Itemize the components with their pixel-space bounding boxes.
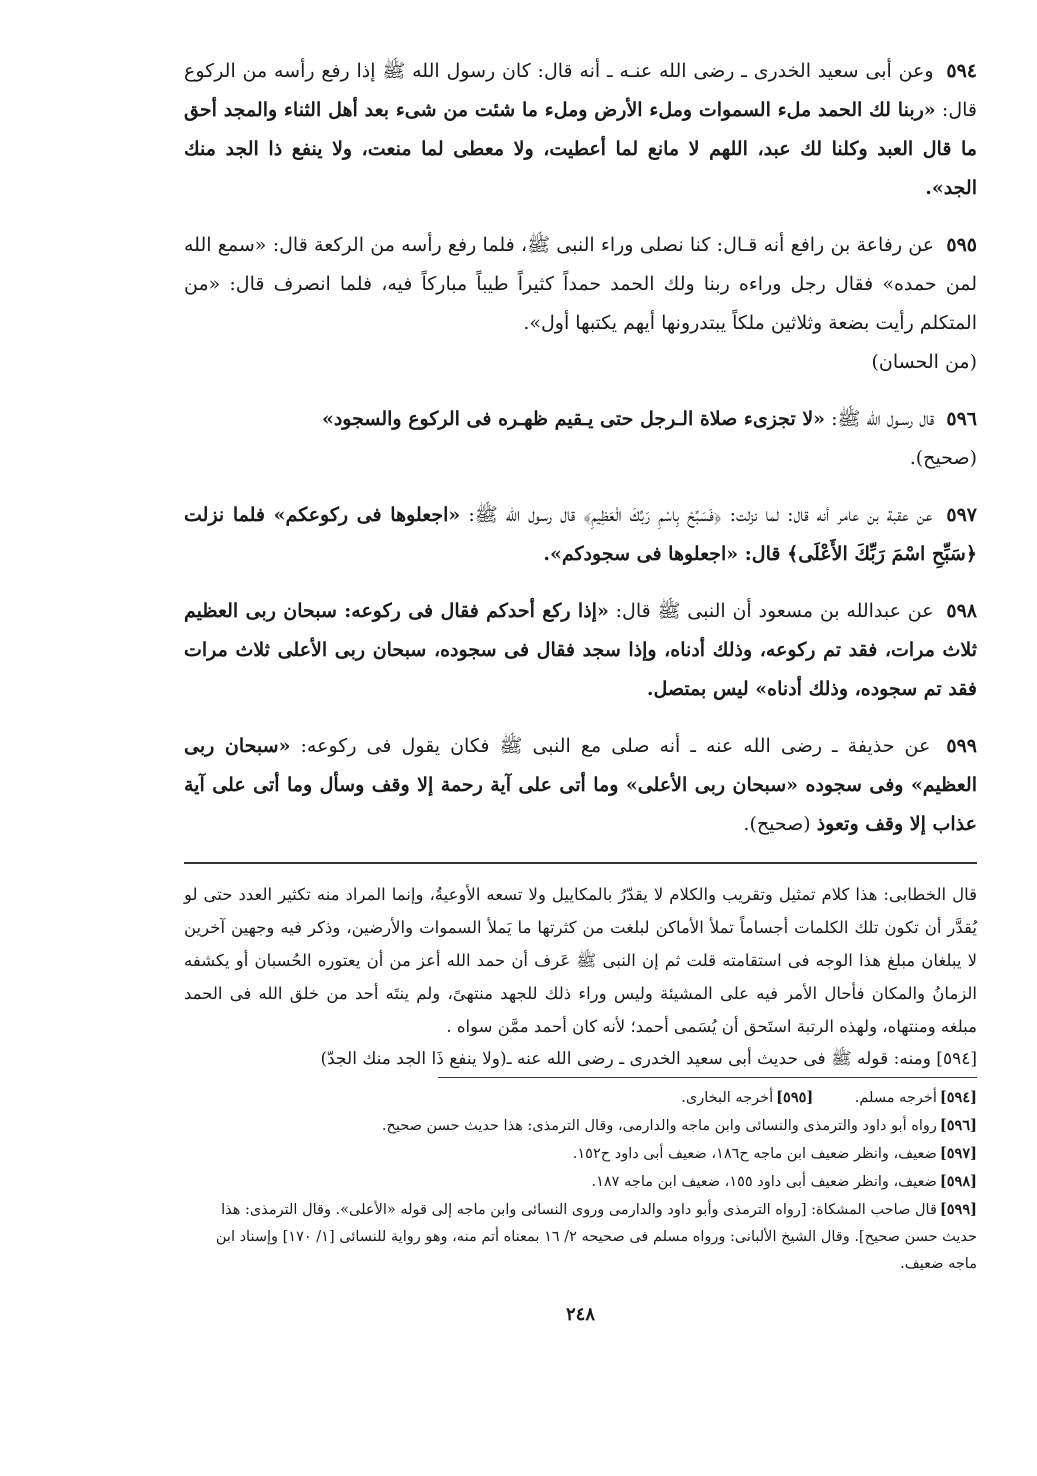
commentary-paragraph: قال الخطابى: هذا كلام تمثيل وتقريب والكلام لا يقدّرُ بالمكاييل ولا تسعه الأوعيةُ، وإنما المراد منه تكثير العدد حتى لو يُقدَّر أن تكون تلك الكلمات أجساماً تملأ الأماكن لبلغت من كثرتها ما يَملأ السموات والأرضين، وذكر فيه وجهين آخرين لا يبلغان مبلغ هذا الوجه فى استقامته قلت ثم إن النبى ﷺ عَرف أن حمد الله أعز من أن يعتوره الحُسبان أو يكشفه الزمانُ والمكان فأحال الأمر فيه على المشيئة وليس وراء ذلك للجهد منتهىً، ولم ينتَه أحد من خلق الله فى الحمد مبلغه ومنتهاه، ولهذه الرتبة استَحق أن يُسَمى أحمد؛ لأنه كان أحمد ممَّن سواه . [184,885,977,1036]
footnote-text: أخرجه البخارى. [681,1090,774,1106]
hadith-594 [184,52,977,208]
footnote [184,1168,977,1196]
footnote-ref: [٥٩٩] [939,1201,977,1218]
footnote-ref: [٥٩٦] [939,1117,977,1134]
footnote-ref: [٥٩٥] [776,1089,814,1106]
hadith-grade: (صحيح). [909,447,977,469]
hadith-quote: «اجعلوها فى ركوعكم» فلما نزلت ﴿سَبِّحِ اسْمَ رَبِّكَ الأَعْلَى﴾ قال: «اجعلوها فى سجودكم». [184,504,977,565]
hadith-quote: «سبحان ربى العظيم» وفى سجوده «سبحان ربى الأعلى» وما أتى على آية رحمة إلا وقف وسأل وما أتى على آية عذاب إلا وقف وتعوذ [184,735,977,835]
footnote-text: ضعيف، وانظر ضعيف أبى داود ١٥٥، ضعيف ابن ماجه ١٨٧. [591,1174,937,1190]
hadith-intro: عن حذيفة ـ رضى الله عنه ـ أنه صلى مع النبى ﷺ فكان يقول فى ركوعه: [300,735,931,757]
footnote-ref: [٥٩٧] [939,1145,977,1162]
hadith-intro: قال رسـول الله ﷺ: [831,408,935,430]
footnote [184,1140,977,1168]
hadith-quote: «إذا ركع أحدكم فقال فى ركوعه: سبحان ربى العظيم ثلاث مرات، فقد تم ركوعه، وذلك أدناه، وإذا سجد فقال فى سجوده، سبحان ربى الأعلى ثلاث مرات فقد تم سجوده، وذلك أدناه» ليس بمتصل. [184,600,977,700]
hadith-quote: «سمع الله لمن حمده» فقال رجل وراءه ربنا ولك الحمد حمداً كثيراً طيباً مباركاً فيه، فلما انصرف قال: «من المتكلم رأيت بضعة وثلاثين ملكاً يبتدرونها أيهم يكتبها أول». [184,234,977,334]
footnote [184,1112,977,1140]
hadith-number: ٥٩٦ [946,408,977,430]
commentary [184,878,977,1075]
footnote [184,1084,977,1112]
hadith-596 [184,400,977,478]
hadith-grade: (من الحسان) [871,351,977,373]
hadith-grade: (صحيح). [743,813,811,835]
hadith-intro: عن عبدالله بن مسعود أن النبى ﷺ قال: [615,600,934,622]
page-number: ٢٤٨ [565,1304,595,1325]
hadith-595 [184,226,977,382]
footnote-text: أخرجه مسلم. [854,1090,937,1106]
hadith-number: ٥٩٧ [946,504,978,526]
commentary-next-heading: [٥٩٤] ومنه: قوله ﷺ فى حديث أبى سعيد الخدرى ـ رضى الله عنه ـ(ولا ينفع ذَا الجد منك الجدّ) [320,1049,977,1069]
footnote-text: رواه أبو داود والترمذى والنسائى وابن ماجه والدارمى، وقال الترمذى: هذا حديث حسن صحيح. [381,1118,937,1134]
footnote-ref: [٥٩٤] [939,1089,977,1106]
footnote-text: ضعيف، وانظر ضعيف ابن ماجه ح١٨٦، ضعيف أبى داود ح١٥٢. [572,1146,937,1162]
hadith-number: ٥٩٩ [946,735,978,757]
hadith-597 [184,496,977,574]
hadith-quote: «ربنا لك الحمد ملء السموات وملء الأرض وملء ما شئت من شىء بعد أهل الثناء والمجد أحق ما قال العبد وكلنا لك عبد، اللهم لا مانع لما أعطيت، ولا معطى لما منعت، ولا ينفع ذا الجد منك الجد». [184,99,977,199]
hadith-intro: عن رفاعة بن رافع أنه قـال: كنا نصلى وراء النبى ﷺ، فلما رفع رأسه من الركعة قال: [272,234,935,256]
hadith-intro: وعن أبى سعيد الخدرى ـ رضى الله عنـه ـ أنه قال: كان رسول الله ﷺ إذا رفع رأسه من الركوع قال: [184,60,977,121]
hadith-number: ٥٩٤ [946,60,978,82]
section-divider [184,862,977,864]
hadith-quote: «لا تجزىء صلاة الـرجل حتى يـقيم ظهـره فى الركوع والسجود» [321,408,826,430]
footnotes-divider [438,1077,977,1078]
footnote [184,1196,977,1278]
hadith-number: ٥٩٥ [946,234,977,256]
footnote-ref: [٥٩٨] [939,1173,977,1190]
hadith-598 [184,592,977,709]
hadith-599 [184,727,977,844]
footnote-text: قال صاحب المشكاة: [رواه الترمذى وأبو داود والدارمى وروى النسائى وابن ماجه إلى قوله «الأعلى». وقال الترمذى: هذا حديث حسن صحيح]. وقال الشيخ الألبانى: ورواه مسلم فى صحيحه ٢/ ١٦ بمعناه أتم منه، وهو رواية للنسائى [١/ ١٧٠] وإسناد ابن ماجه ضعيف. [215,1202,977,1272]
hadith-intro: عن عقبة بن عامر أنه قال: لما نزلت: ﴿فَسَبِّحْ بِاسْمِ رَبِّكَ الْعَظِيمِ﴾ قال رسول الله ﷺ: [468,504,933,526]
footnotes [184,1084,977,1278]
hadith-number: ٥٩٨ [946,600,978,622]
